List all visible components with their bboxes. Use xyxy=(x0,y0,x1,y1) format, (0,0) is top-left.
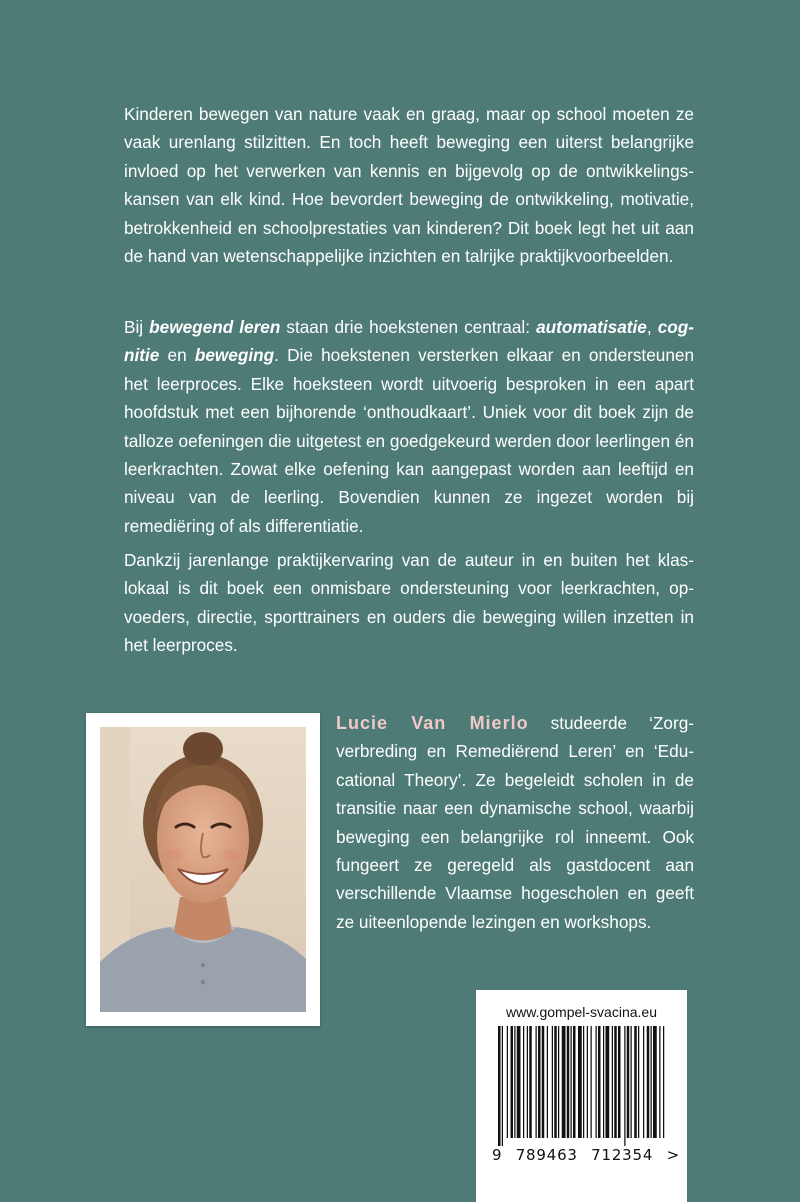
barcode-bar xyxy=(627,1026,630,1138)
barcode-bar xyxy=(606,1026,610,1138)
isbn-lead-digit: 9 xyxy=(492,1146,503,1164)
barcode-bar xyxy=(517,1026,521,1138)
barcode-bar xyxy=(614,1026,617,1138)
barcode-bar xyxy=(659,1026,660,1138)
blurb-paragraph-1: Kinderen bewegen van nature vaak en graag, maar op school moeten ze vaak urenlang stilzitten. En toch heeft beweging een uiterst belangrijke invloed op het verwerken van kennis en bijgevolg op de ontwikkelingskansen van elk kind. Hoe bevordert beweging de ontwikkeling, motivatie, betrokkenheid en schoolprestaties van kinderen? Dit boek legt het uit aan de hand van wetenschappelijke inzichten en talrijke praktijkvoorbeelden. xyxy=(124,104,694,267)
barcode-bar xyxy=(523,1026,524,1138)
author-name: Lucie Van Mierlo xyxy=(336,713,529,733)
barcode-bar xyxy=(638,1026,639,1138)
blurb-text: staan drie hoekstenen centraal: xyxy=(280,317,537,337)
barcode-bar xyxy=(511,1026,514,1138)
author-photo-frame xyxy=(86,713,320,1026)
isbn-barcode-box xyxy=(476,990,687,1202)
author-bio-text: studeerde ‘Zorgverbreding en Remediërend Leren’ en ‘Educational Theory’. Ze begeleidt scholen in de transitie naar een dynamische school, waarbij beweging een belangrijke rol inneemt. Ook fungeert ze geregeld als gastdocent aan verschillende Vlaamse hogescholen en geeft ze uiteenlopende lezingen en workshops. xyxy=(336,713,694,932)
barcode-bar xyxy=(598,1026,601,1138)
barcode-bar xyxy=(596,1026,597,1138)
barcode-bar xyxy=(583,1026,584,1138)
emphasis-beweging: beweging xyxy=(194,345,275,366)
barcode-bar xyxy=(573,1026,576,1138)
barcode-bar xyxy=(527,1026,528,1138)
blurb-text: , xyxy=(646,317,658,337)
barcode-bar xyxy=(542,1026,545,1138)
barcode-bar xyxy=(603,1026,604,1138)
publisher-url: www.gompel-svacina.eu xyxy=(506,1004,657,1020)
author-photo xyxy=(100,727,306,1012)
barcode-bar xyxy=(591,1026,592,1138)
barcode-bar xyxy=(498,1026,501,1146)
barcode-bar xyxy=(547,1026,548,1138)
blurb-paragraph-3: Dankzij jarenlange praktijkervaring van de auteur in en buiten het klaslokaal is dit boek een onmisbare ondersteuning voor leerkrachten, opvoeders, directie, sporttrainers en ouders die beweging willen inzetten in het leerproces. xyxy=(124,550,694,656)
barcode-bar xyxy=(529,1026,532,1138)
barcode-bar xyxy=(507,1026,508,1138)
barcode-arrow: > xyxy=(666,1146,680,1164)
barcode-bar xyxy=(647,1026,650,1138)
barcode-bar xyxy=(653,1026,657,1138)
barcode-bar xyxy=(571,1026,572,1138)
barcode-bar xyxy=(618,1026,621,1138)
isbn-group-2: 712354 xyxy=(591,1146,654,1164)
blurb-text: Bij xyxy=(124,317,150,337)
barcode-bar xyxy=(651,1026,652,1138)
barcode-bar xyxy=(643,1026,644,1138)
barcode-bar xyxy=(631,1026,632,1138)
barcode-bar xyxy=(558,1026,559,1138)
barcode-bar xyxy=(663,1026,664,1138)
barcode-bar xyxy=(552,1026,553,1138)
barcode-bars xyxy=(492,1026,670,1146)
emphasis-bewegend-leren: bewegend leren xyxy=(149,317,281,337)
isbn-group-1: 789463 xyxy=(515,1146,578,1164)
emphasis-automatisatie: automatisatie xyxy=(536,317,647,337)
barcode-bar xyxy=(567,1026,570,1138)
blurb-text: . Die hoekstenen versterken elkaar en ondersteunen het leerproces. Elke hoeksteen wordt uitvoerig besproken in een apart hoofdstuk met een bijhorende ‘onthoudkaart’. Uniek voor dit boek zijn de talloze oefeningen die uitgetest en goedgekeurd werden door leerlingen én leerkrachten. Zowat elke oefening kan aangepast worden aan leeftijd en niveau van de leerling. Bovendien kunnen ze ingezet worden bij remediëring of als differentiatie. xyxy=(124,345,695,536)
barcode-bar xyxy=(612,1026,613,1138)
barcode-bar xyxy=(554,1026,557,1138)
barcode-bar xyxy=(502,1026,503,1146)
blurb-paragraph-2 xyxy=(124,313,694,540)
emphasis-cognitie: cognitie xyxy=(124,317,694,366)
barcode-bar xyxy=(624,1026,625,1146)
barcode-bar xyxy=(634,1026,637,1138)
isbn-digits xyxy=(492,1146,680,1164)
barcode-bar xyxy=(578,1026,582,1138)
barcode-bar xyxy=(562,1026,566,1138)
barcode-bar xyxy=(587,1026,588,1138)
barcode-bar xyxy=(538,1026,541,1138)
blurb-text: en xyxy=(159,345,195,366)
barcode-bar xyxy=(514,1026,515,1138)
author-bio xyxy=(336,709,694,936)
barcode-bar xyxy=(536,1026,537,1138)
